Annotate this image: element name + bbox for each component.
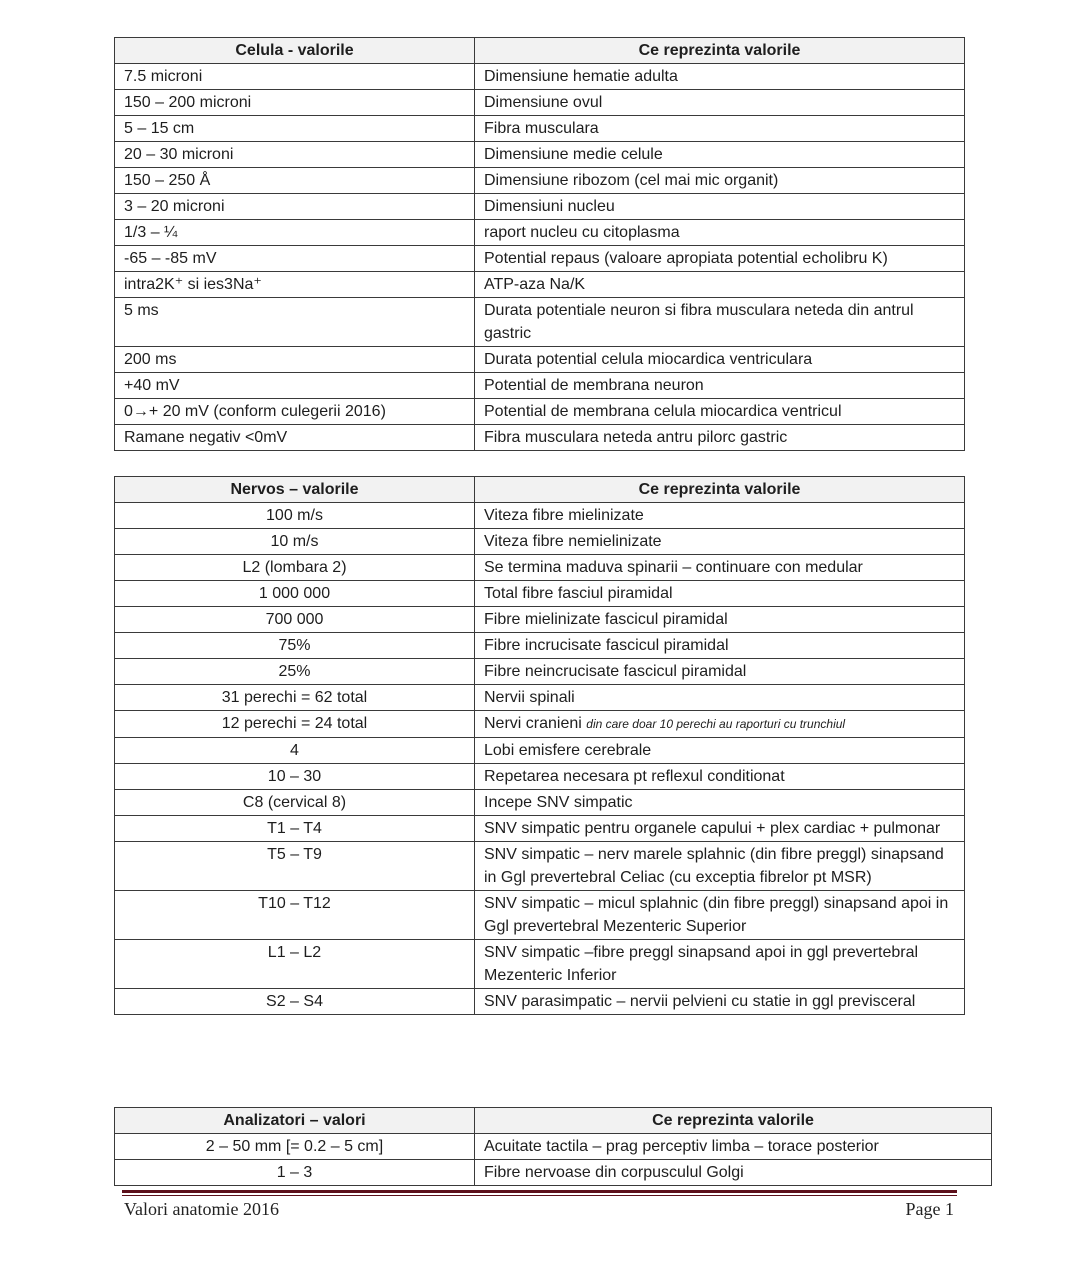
meaning-cell: Dimensiune ribozom (cel mai mic organit) [475, 168, 965, 194]
value-cell: Ramane negativ <0mV [115, 425, 475, 451]
meaning-cell: Fibre incrucisate fascicul piramidal [475, 633, 965, 659]
table-row [115, 425, 965, 451]
meaning-cell: raport nucleu cu citoplasma [475, 220, 965, 246]
value-cell: 25% [115, 659, 475, 685]
meaning-cell: SNV simpatic –fibre preggl sinapsand apoi in ggl prevertebral Mezenteric Inferior [475, 940, 965, 989]
table-row [115, 940, 965, 989]
table-row [115, 64, 965, 90]
meaning-cell: Potential repaus (valoare apropiata potential echolibru K) [475, 246, 965, 272]
table-row [115, 790, 965, 816]
cell-values-table [114, 37, 965, 451]
table-row [115, 399, 965, 425]
table-row [115, 298, 965, 347]
value-cell: 5 – 15 cm [115, 116, 475, 142]
table-row [115, 764, 965, 790]
table-row [115, 891, 965, 940]
meaning-cell: Fibre nervoase din corpusculul Golgi [475, 1160, 992, 1186]
meaning-cell: Potential de membrana neuron [475, 373, 965, 399]
value-cell: S2 – S4 [115, 989, 475, 1015]
table-row [115, 272, 965, 298]
table-row [115, 659, 965, 685]
table-row [115, 555, 965, 581]
column-header: Nervos – valorile [115, 477, 475, 503]
value-cell: 10 – 30 [115, 764, 475, 790]
value-cell: C8 (cervical 8) [115, 790, 475, 816]
table-row [115, 1134, 992, 1160]
table-row [115, 347, 965, 373]
value-cell: 31 perechi = 62 total [115, 685, 475, 711]
value-cell: 150 – 200 microni [115, 90, 475, 116]
meaning-cell: Fibra musculara neteda antru pilorc gastric [475, 425, 965, 451]
meaning-cell: Dimensiuni nucleu [475, 194, 965, 220]
table-row [115, 90, 965, 116]
value-cell: 5 ms [115, 298, 475, 347]
value-cell: T1 – T4 [115, 816, 475, 842]
table-row [115, 194, 965, 220]
meaning-cell: Fibre neincrucisate fascicul piramidal [475, 659, 965, 685]
table-row [115, 711, 965, 738]
meaning-cell: Total fibre fasciul piramidal [475, 581, 965, 607]
value-cell: intra2K⁺ si ies3Na⁺ [115, 272, 475, 298]
table-header-row [115, 38, 965, 64]
value-cell: 3 – 20 microni [115, 194, 475, 220]
footer-title: Valori anatomie 2016 [124, 1199, 279, 1219]
table-row [115, 373, 965, 399]
meaning-cell: Incepe SNV simpatic [475, 790, 965, 816]
column-header: Celula - valorile [115, 38, 475, 64]
table-row [115, 529, 965, 555]
value-cell: 0→+ 20 mV (conform culegerii 2016) [115, 399, 475, 425]
meaning-cell [475, 711, 965, 738]
value-cell: 1 – 3 [115, 1160, 475, 1186]
value-cell: 4 [115, 738, 475, 764]
meaning-cell: Dimensiune medie celule [475, 142, 965, 168]
table-row [115, 581, 965, 607]
value-cell: L1 – L2 [115, 940, 475, 989]
value-cell: 200 ms [115, 347, 475, 373]
table-row [115, 633, 965, 659]
value-cell: 20 – 30 microni [115, 142, 475, 168]
value-cell: T10 – T12 [115, 891, 475, 940]
value-cell: 7.5 microni [115, 64, 475, 90]
meaning-cell: Repetarea necesara pt reflexul conditionat [475, 764, 965, 790]
meaning-cell: Dimensiune hematie adulta [475, 64, 965, 90]
value-cell: 1 000 000 [115, 581, 475, 607]
value-cell: 10 m/s [115, 529, 475, 555]
table-header-row [115, 477, 965, 503]
table-row [115, 989, 965, 1015]
footer-rule [122, 1190, 957, 1193]
table-row [115, 607, 965, 633]
meaning-cell: ATP-aza Na/K [475, 272, 965, 298]
table-row [115, 142, 965, 168]
page-number: Page 1 [905, 1199, 954, 1219]
value-cell: +40 mV [115, 373, 475, 399]
cranial-nerves-label: Nervi cranieni [484, 715, 582, 732]
table-row [115, 116, 965, 142]
meaning-cell: SNV simpatic – nerv marele splahnic (din fibre preggl) sinapsand in Ggl prevertebral Celiac (cu exceptia fibrelor pt MSR) [475, 842, 965, 891]
value-cell: 100 m/s [115, 503, 475, 529]
table-row [115, 220, 965, 246]
meaning-cell: Durata potentiale neuron si fibra musculara neteda din antrul gastric [475, 298, 965, 347]
column-header: Ce reprezinta valorile [475, 477, 965, 503]
value-cell: -65 – -85 mV [115, 246, 475, 272]
meaning-cell: Dimensiune ovul [475, 90, 965, 116]
value-cell: 2 – 50 mm [= 0.2 – 5 cm] [115, 1134, 475, 1160]
meaning-cell: Potential de membrana celula miocardica ventricul [475, 399, 965, 425]
value-cell: L2 (lombara 2) [115, 555, 475, 581]
meaning-cell: Acuitate tactila – prag perceptiv limba – torace posterior [475, 1134, 992, 1160]
value-cell: 150 – 250 Å [115, 168, 475, 194]
meaning-cell: Fibra musculara [475, 116, 965, 142]
table-row [115, 503, 965, 529]
meaning-cell: Se termina maduva spinarii – continuare con medular [475, 555, 965, 581]
footer-rule-thin [122, 1195, 957, 1196]
table-row [115, 842, 965, 891]
table-row [115, 738, 965, 764]
meaning-cell: Durata potential celula miocardica ventriculara [475, 347, 965, 373]
meaning-cell: SNV parasimpatic – nervii pelvieni cu statie in ggl previsceral [475, 989, 965, 1015]
column-header: Analizatori – valori [115, 1108, 475, 1134]
meaning-cell: Viteza fibre nemielinizate [475, 529, 965, 555]
value-cell: 1/3 – ¼ [115, 220, 475, 246]
meaning-cell: SNV simpatic pentru organele capului + plex cardiac + pulmonar [475, 816, 965, 842]
cranial-nerves-note: din care doar 10 perechi au raporturi cu trunchiul [586, 717, 846, 731]
table-row [115, 168, 965, 194]
value-cell: 700 000 [115, 607, 475, 633]
analyzer-values-table [114, 1107, 992, 1186]
table-row [115, 816, 965, 842]
value-cell: T5 – T9 [115, 842, 475, 891]
column-header: Ce reprezinta valorile [475, 1108, 992, 1134]
meaning-cell: SNV simpatic – micul splahnic (din fibre preggl) sinapsand apoi in Ggl prevertebral Mezenteric Superior [475, 891, 965, 940]
meaning-cell: Nervii spinali [475, 685, 965, 711]
table-row [115, 246, 965, 272]
table-row [115, 1160, 992, 1186]
table-header-row [115, 1108, 992, 1134]
meaning-cell: Fibre mielinizate fascicul piramidal [475, 607, 965, 633]
column-header: Ce reprezinta valorile [475, 38, 965, 64]
nervous-values-table [114, 476, 965, 1015]
meaning-cell: Lobi emisfere cerebrale [475, 738, 965, 764]
table-row [115, 685, 965, 711]
value-cell: 75% [115, 633, 475, 659]
meaning-cell: Viteza fibre mielinizate [475, 503, 965, 529]
value-cell: 12 perechi = 24 total [115, 711, 475, 738]
